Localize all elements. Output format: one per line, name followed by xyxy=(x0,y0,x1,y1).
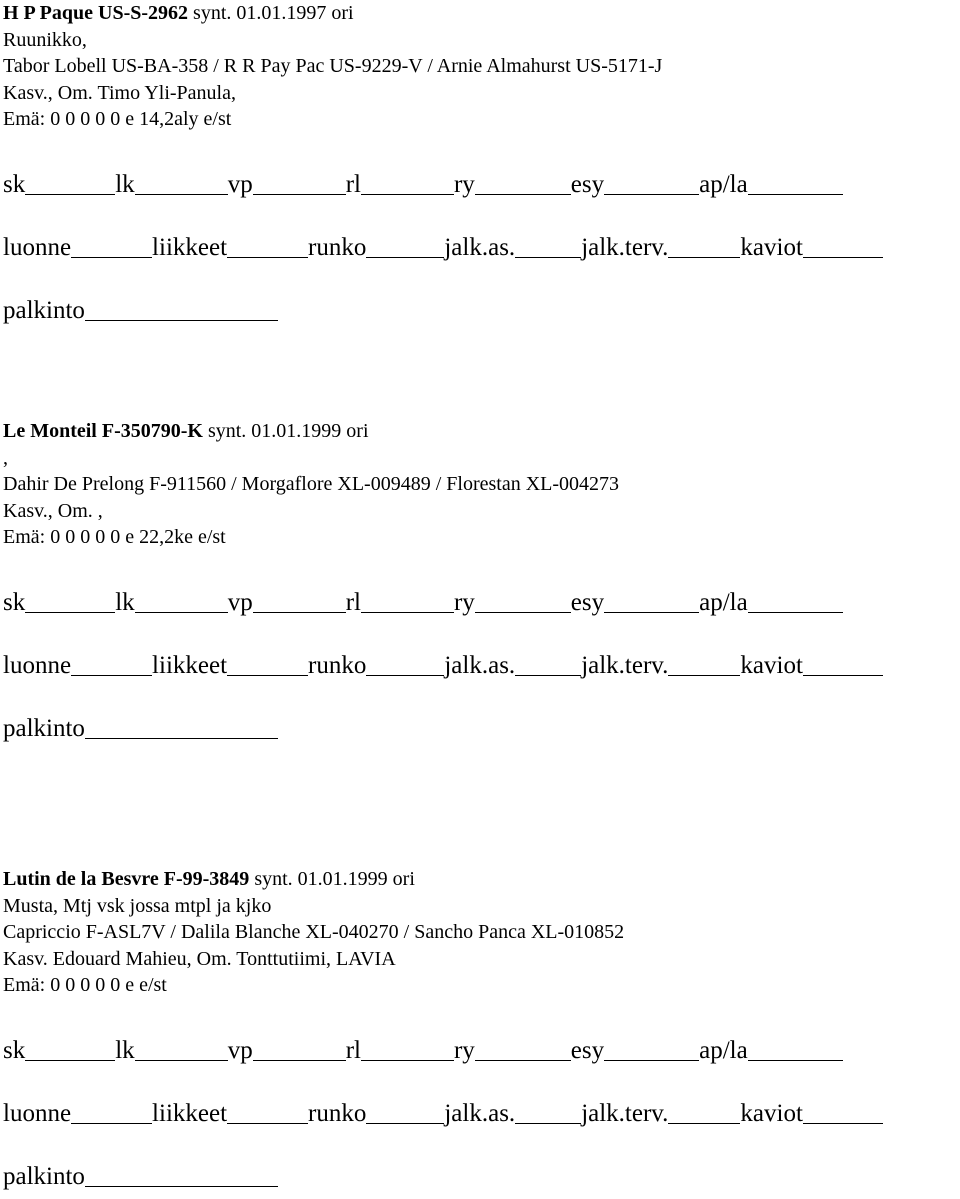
field-label-ap-la: ap/la xyxy=(699,589,748,616)
field-label-jalk-terv: jalk.terv. xyxy=(581,234,669,261)
field-label-lk: lk xyxy=(115,171,135,198)
pedigree: Tabor Lobell US-BA-358 / R R Pay Pac US-9229-V / Arnie Almahurst US-5171-J xyxy=(3,55,663,77)
field-blank-jalk-terv[interactable] xyxy=(668,655,740,676)
field-label-luonne: luonne xyxy=(3,652,72,679)
field-label-jalk-as: jalk.as. xyxy=(444,234,516,261)
field-blank-ry[interactable] xyxy=(475,592,571,613)
horse-name: Le Monteil xyxy=(3,420,97,442)
field-blank-jalk-terv[interactable] xyxy=(668,1103,740,1124)
field-blank-ry[interactable] xyxy=(475,1040,571,1061)
field-blank-vp[interactable] xyxy=(253,174,346,195)
field-blank-liikkeet[interactable] xyxy=(227,1103,308,1124)
field-label-ap-la: ap/la xyxy=(699,1037,748,1064)
field-blank-jalk-as[interactable] xyxy=(515,237,581,258)
field-blank-rl[interactable] xyxy=(361,1040,454,1061)
field-label-runko: runko xyxy=(308,1100,367,1127)
field-label-jalk-as: jalk.as. xyxy=(444,652,516,679)
field-blank-lk[interactable] xyxy=(135,174,228,195)
field-label-luonne: luonne xyxy=(3,234,72,261)
field-blank-liikkeet[interactable] xyxy=(227,655,308,676)
field-blank-liikkeet[interactable] xyxy=(227,237,308,258)
field-blank-esy[interactable] xyxy=(604,592,699,613)
field-label-esy: esy xyxy=(570,589,605,616)
field-label-runko: runko xyxy=(308,652,367,679)
field-blank-ap-la[interactable] xyxy=(748,592,843,613)
field-label-rl: rl xyxy=(345,589,361,616)
field-label-kaviot: kaviot xyxy=(740,234,803,261)
field-blank-luonne[interactable] xyxy=(71,655,152,676)
field-blank-kaviot[interactable] xyxy=(803,1103,883,1124)
field-label-sk: sk xyxy=(3,589,26,616)
field-blank-jalk-as[interactable] xyxy=(515,1103,581,1124)
field-label-sk: sk xyxy=(3,171,26,198)
field-blank-luonne[interactable] xyxy=(71,237,152,258)
birth-info: synt. 01.01.1999 ori xyxy=(254,868,415,890)
field-blank-ry[interactable] xyxy=(475,174,571,195)
field-blank-vp[interactable] xyxy=(253,592,346,613)
field-blank-jalk-as[interactable] xyxy=(515,655,581,676)
field-blank-palkinto[interactable] xyxy=(85,718,278,739)
field-label-palkinto: palkinto xyxy=(3,1163,85,1190)
field-label-kaviot: kaviot xyxy=(740,652,803,679)
score-row-1 xyxy=(3,588,843,618)
pedigree: Capriccio F-ASL7V / Dalila Blanche XL-040270 / Sancho Panca XL-010852 xyxy=(3,921,625,943)
horse-name-reg xyxy=(3,420,203,442)
field-label-liikkeet: liikkeet xyxy=(152,1100,228,1127)
field-label-ry: ry xyxy=(453,1037,475,1064)
field-label-kaviot: kaviot xyxy=(740,1100,803,1127)
field-label-ry: ry xyxy=(453,171,475,198)
dam-record: Emä: 0 0 0 0 0 e e/st xyxy=(3,974,167,996)
breeder-owner: Kasv. Edouard Mahieu, Om. Tonttutiimi, LAVIA xyxy=(3,947,396,970)
color-markings: Musta, Mtj vsk jossa mtpl ja kjko xyxy=(3,894,272,917)
field-label-esy: esy xyxy=(570,171,605,198)
registration-number: F-350790-K xyxy=(101,420,203,442)
birth-info: synt. 01.01.1997 ori xyxy=(193,2,354,24)
field-blank-vp[interactable] xyxy=(253,1040,346,1061)
horse-name-reg xyxy=(3,868,249,890)
breeder-owner: Kasv., Om. Timo Yli-Panula, xyxy=(3,81,236,104)
horse-entry xyxy=(3,0,958,324)
field-label-esy: esy xyxy=(570,1037,605,1064)
field-label-liikkeet: liikkeet xyxy=(152,234,228,261)
field-blank-esy[interactable] xyxy=(604,174,699,195)
field-label-rl: rl xyxy=(345,1037,361,1064)
field-label-ry: ry xyxy=(453,589,475,616)
field-label-ap-la: ap/la xyxy=(699,171,748,198)
field-blank-ap-la[interactable] xyxy=(748,1040,843,1061)
field-blank-rl[interactable] xyxy=(361,592,454,613)
field-label-jalk-terv: jalk.terv. xyxy=(581,1100,669,1127)
field-blank-sk[interactable] xyxy=(25,174,115,195)
field-blank-kaviot[interactable] xyxy=(803,237,883,258)
field-label-sk: sk xyxy=(3,1037,26,1064)
score-row-2 xyxy=(3,651,883,681)
horse-name: H P Paque xyxy=(3,2,94,24)
field-blank-runko[interactable] xyxy=(366,1103,444,1124)
field-blank-palkinto[interactable] xyxy=(85,300,278,321)
score-row-3 xyxy=(3,296,278,326)
birth-info: synt. 01.01.1999 ori xyxy=(207,420,369,442)
score-row-2 xyxy=(3,233,883,263)
score-row-3 xyxy=(3,714,278,744)
horse-entry xyxy=(3,418,958,742)
registration-number: US-S-2962 xyxy=(98,2,189,24)
field-blank-runko[interactable] xyxy=(366,655,444,676)
color-markings: Ruunikko, xyxy=(3,28,87,51)
field-label-liikkeet: liikkeet xyxy=(152,652,228,679)
field-label-vp: vp xyxy=(227,589,253,616)
field-label-palkinto: palkinto xyxy=(3,715,85,742)
registration-number: F-99-3849 xyxy=(163,868,250,890)
horse-header xyxy=(3,866,958,893)
horse-header xyxy=(3,418,958,445)
field-blank-lk[interactable] xyxy=(135,1040,228,1061)
field-label-luonne: luonne xyxy=(3,1100,72,1127)
field-label-runko: runko xyxy=(308,234,367,261)
field-blank-esy[interactable] xyxy=(604,1040,699,1061)
field-blank-lk[interactable] xyxy=(135,592,228,613)
dam-record: Emä: 0 0 0 0 0 e 22,2ke e/st xyxy=(3,526,226,548)
field-blank-ap-la[interactable] xyxy=(748,174,843,195)
score-row-3 xyxy=(3,1162,278,1192)
field-blank-runko[interactable] xyxy=(366,237,444,258)
field-label-vp: vp xyxy=(227,1037,253,1064)
pedigree: Dahir De Prelong F-911560 / Morgaflore XL-009489 / Florestan XL-004273 xyxy=(3,473,620,495)
field-label-vp: vp xyxy=(227,171,253,198)
horse-name: Lutin de la Besvre xyxy=(3,868,159,890)
field-label-jalk-as: jalk.as. xyxy=(444,1100,516,1127)
dam-record: Emä: 0 0 0 0 0 e 14,2aly e/st xyxy=(3,108,232,130)
field-blank-sk[interactable] xyxy=(25,592,115,613)
horse-header xyxy=(3,0,958,27)
score-row-1 xyxy=(3,170,843,200)
field-blank-luonne[interactable] xyxy=(71,1103,152,1124)
color-markings: , xyxy=(3,446,8,469)
field-blank-rl[interactable] xyxy=(361,174,454,195)
field-label-jalk-terv: jalk.terv. xyxy=(581,652,669,679)
field-blank-kaviot[interactable] xyxy=(803,655,883,676)
field-blank-sk[interactable] xyxy=(25,1040,115,1061)
field-label-rl: rl xyxy=(345,171,361,198)
horse-name-reg xyxy=(3,2,188,24)
score-row-2 xyxy=(3,1099,883,1129)
field-label-palkinto: palkinto xyxy=(3,297,85,324)
field-label-lk: lk xyxy=(115,1037,135,1064)
score-row-1 xyxy=(3,1036,843,1066)
breeder-owner: Kasv., Om. , xyxy=(3,499,103,522)
horse-entry xyxy=(3,866,958,1190)
field-blank-jalk-terv[interactable] xyxy=(668,237,740,258)
field-label-lk: lk xyxy=(115,589,135,616)
field-blank-palkinto[interactable] xyxy=(85,1166,278,1187)
